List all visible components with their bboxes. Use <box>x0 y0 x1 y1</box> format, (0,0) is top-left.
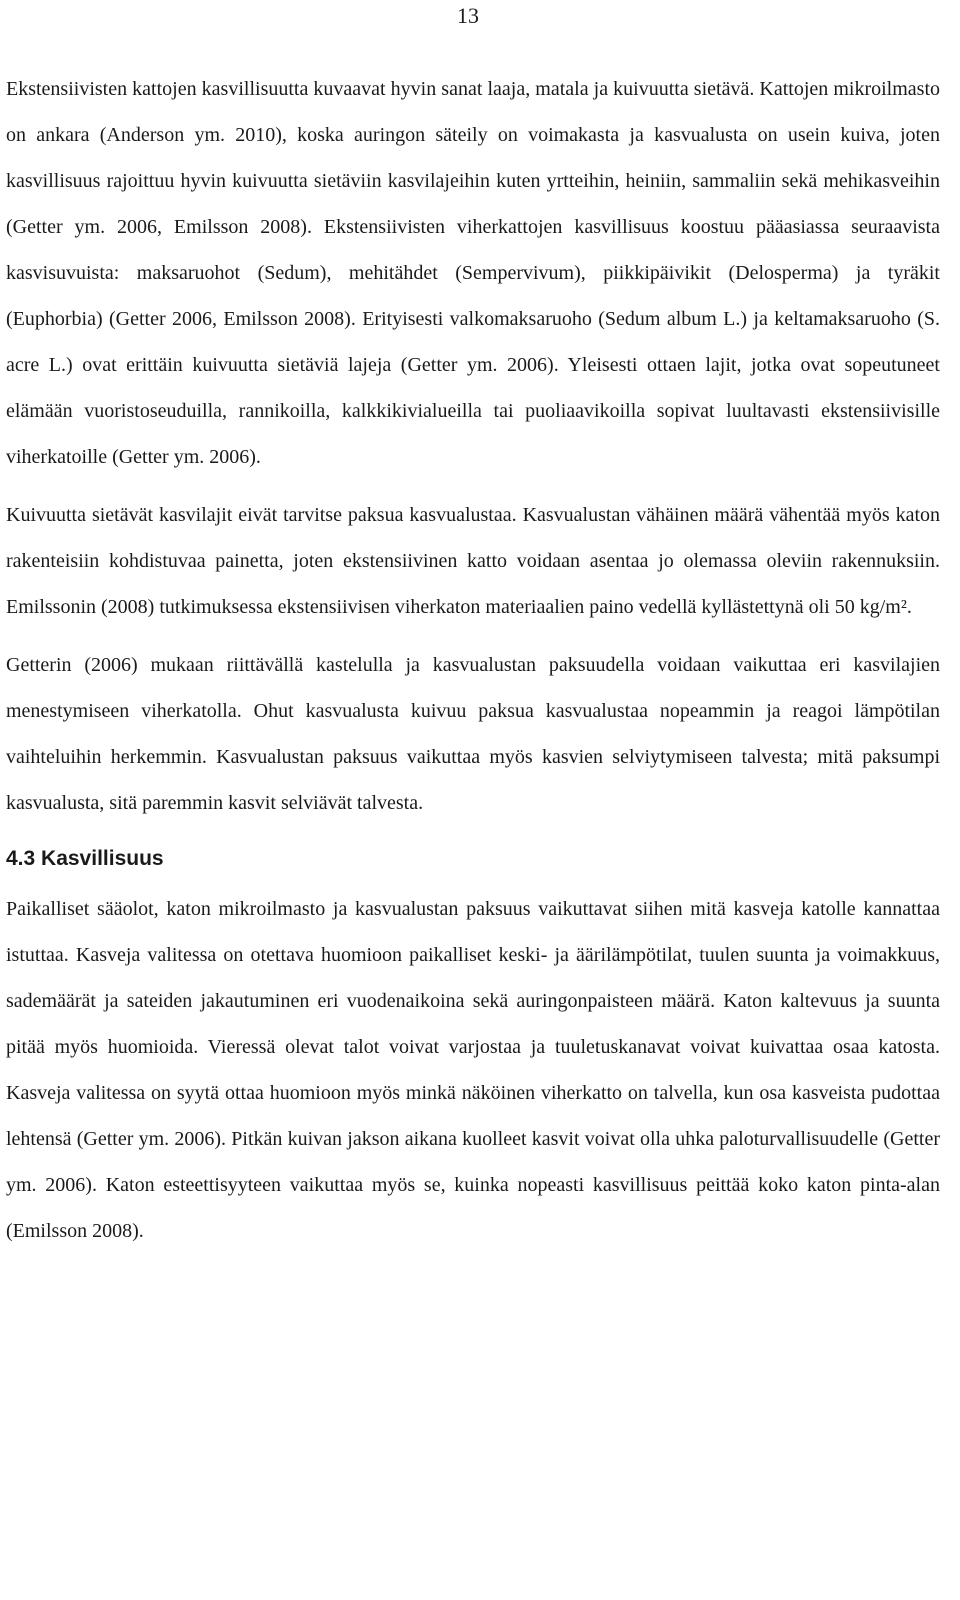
page-content <box>6 66 940 1254</box>
page-number: 13 <box>457 3 479 28</box>
paragraph-local-conditions: Paikalliset sääolot, katon mikroilmasto ja kasvualustan paksuus vaikuttavat siihen mitä kasveja katolle kannattaa istuttaa. Kasveja valitessa on otettava huomioon paikalliset keski- ja äärilämpötilat, tuulen suunta ja voimakkuus, sademäärät ja sateiden jakautuminen eri vuodenaikoina sekä auringonpaisteen määrä. Katon kaltevuus ja suunta pitää myös huomioida. Vieressä olevat talot voivat varjostaa ja tuuletuskanavat voivat kuivattaa osaa katosta. Kasveja valitessa on syytä ottaa huomioon myös minkä näköinen viherkatto on talvella, kun osa kasveista pudottaa lehtensä (Getter ym. 2006). Pitkän kuivan jakson aikana kuolleet kasvit voivat olla uhka paloturvallisuudelle (Getter ym. 2006). Katon esteettisyyteen vaikuttaa myös se, kuinka nopeasti kasvillisuus peittää koko katon pinta-alan (Emilsson 2008). <box>6 898 940 1242</box>
paragraph-extensive-roof-vegetation: Ekstensiivisten kattojen kasvillisuutta kuvaavat hyvin sanat laaja, matala ja kuivuutta sietävä. Kattojen mikroilmasto on ankara (Anderson ym. 2010), koska auringon säteily on voimakasta ja kasvualusta on usein kuiva, joten kasvillisuus rajoittuu hyvin kuivuutta sietäviin kasvilajeihin kuten yrtteihin, heiniin, sammaliin sekä mehikasveihin (Getter ym. 2006, Emilsson 2008). Ekstensiivisten viherkattojen kasvillisuus koostuu pääasiassa seuraavista kasvisuvuista: maksaruohot (Sedum), mehitähdet (Sempervivum), piikkipäivikit (Delosperma) ja tyräkit (Euphorbia) (Getter 2006, Emilsson 2008). Erityisesti valkomaksaruoho (Sedum album L.) ja keltamaksaruoho (S. acre L.) ovat erittäin kuivuutta sietäviä lajeja (Getter ym. 2006). Yleisesti ottaen lajit, jotka ovat sopeutuneet elämään vuoristoseuduilla, rannikoilla, kalkkikivialueilla tai puoliaavikoilla sopivat luultavasti ekstensiivisille viherkatoille (Getter ym. 2006). <box>6 78 940 468</box>
paragraph-gap <box>6 480 940 492</box>
section-heading: 4.3 Kasvillisuus <box>6 847 164 870</box>
paragraph-gap <box>6 630 940 642</box>
paragraph-growth-medium: Kuivuutta sietävät kasvilajit eivät tarvitse paksua kasvualustaa. Kasvualustan vähäinen määrä vähentää myös katon rakenteisiin kohdistuvaa painetta, joten ekstensiivinen katto voidaan asentaa jo olemassa oleviin rakennuksiin. Emilssonin (2008) tutkimuksessa ekstensiivisen viherkaton materiaalien paino vedellä kyllästettynä oli 50 kg/m². <box>6 504 940 618</box>
paragraph-irrigation-thickness: Getterin (2006) mukaan riittävällä kastelulla ja kasvualustan paksuudella voidaan vaikuttaa eri kasvilajien menestymiseen viherkatolla. Ohut kasvualusta kuivuu paksua kasvualustaa nopeammin ja reagoi lämpötilan vaihteluihin herkemmin. Kasvualustan paksuus vaikuttaa myös kasvien selviytymiseen talvesta; mitä paksumpi kasvualusta, sitä paremmin kasvit selviävät talvesta. <box>6 654 940 814</box>
